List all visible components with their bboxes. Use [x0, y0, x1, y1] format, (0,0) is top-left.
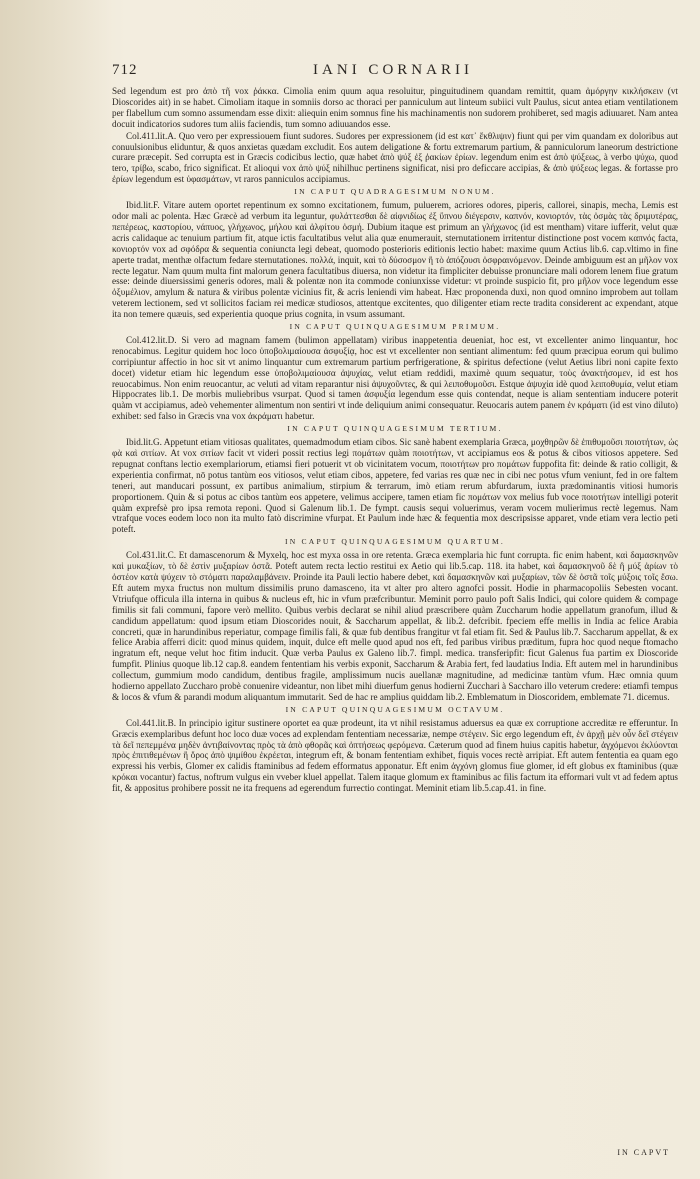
commentary-paragraph: Ibid.lit.F. Vitare autem oportet repentinum ex somno excitationem, fumum, puluerem, acriores odores, piperis, callorei, sinapis, mecha, Lemis est odor mali ac polenta. Hæc Græcè ad verbum ita leguntur, φυλάττεσθαι δὲ αἰφνιδίως ἐξ ὕπνου διέγερσιν, καπνόν, κονιορτόν, τὰς ὀσμὰς τὰς δριμυτέρας, πεπέρεως, καστορίου, νάπυος, γλήχωνος, μήλου καὶ ἀλφίτου ὀσμή. Dubium itaque est primum an γλήχωνος (id est mentham) vitare iufferit, velut quæ acris calidaque ac tenuium partium fit, atque ictis facultatibus velut alia quæ enumerauit, sternutationem irritentur distinctione post vocem καπνός facta, κονιορτόν vox ad σφόδρα & sequentia coniuncta legi debeat, quomodo posterioris editionis lectio habet: maxime quum Actius lib.6. cap.vltimo in fine aperte tradat, menthæ olfactum fedare sternutationes. πολλά, inquit, καὶ τὸ δύσοσμον ἢ τὸ ἀπόζουσι ὀσφραινόμενον. Deinde ambiguum est an μῆλον vox recte legatur. Nam quum multa fint malorum genera facultatibus diuersa, non videtur ita fimpliciter debuisse pronunciare mali odorem lenem fiue gratum esse: deinde diuersissimi generis odores, mali & polentæ non ita commode coniunxisse videtur: vt proinde suspicio fit, pro μῆλον voce legendum esse ὀξυμέλιον, amylum & natura & viribus polentæ vicinius fit, & acris leniendi vim habeat. Hæc proponenda duxi, non quod omnino improbem aut tollam veterem lectionem, sed vt sollicitos faciam rei medicæ studiosos, attentque excitentes, quo diligenter etiam recte tradita considerent ac expendant, atque ita non temere quæuis, sed experientia quoque prius cognita, in vsum assumant.: [112, 200, 678, 320]
commentary-paragraph: Sed legendum est pro ἀπὸ τῆ vox ῥάκκα. Cimolia enim quum aqua resoluitur, pinguitudinem quandam remittit, quam ἀμόργην κικλήσκειν (vt Dioscorides ait) in se habet. Cimoliam itaque in somniis dorso ac thoraci per panniculum aut linteum subiici vult Paulus, sicut antea etiam ventilationem per flabellum cum somno assumendam esse dixit: aliequin enim somnus fine his machinamentis non sudorem prohiberet, sed magis adiuuaret. Nam antea docuit indicatorios sudores tum aliis faciendis, tum somno adiuuandos esse.: [112, 86, 678, 129]
chapter-heading: IN CAPUT QUINQUAGESIMUM QUARTUM.: [285, 537, 505, 547]
chapter-heading: IN CAPUT QUINQUAGESIMUM OCTAVUM.: [285, 704, 505, 714]
chapter-heading: IN CAPUT QUINQUAGESIMUM TERTIUM.: [287, 424, 503, 434]
commentary-paragraph: Col.411.lit.A. Quo vero per expressiouem fiunt sudores. Sudores per expressionem (id est κατ᾽ ἔκθλιψιν) fiunt qui per vim quandam ex doloribus aut conuulsionibus eliduntur, & quos anxietas quædam excludit. Eos autem deligatione & fortu extremarum partium, & panniculorum laneorum destrictione curare præcepit. Sed corrupta est in Græcis codicibus lectio, quæ habet ἀπὸ ψύξ ἐξ ῥακίων ἐρίων. legendum enim est ἀπὸ ψύξεως, à verbo ψύχω, quod tero, τρίβω, scabo, frico significat. Et alioqui vox ἀπὸ ψύξ nihilhuc pertinens significat, nisi pro deficcare accipias, & ἀπὸ ψύξεως legas. & fortasse pro ἐρίων legendum est ὑφασμάτων, vt raros panniculos accipiamus.: [112, 130, 678, 185]
commentary-paragraph: Ibid.lit.G. Appetunt etiam vitiosas qualitates, quemadmodum etiam cibos. Sic sanè habent exemplaria Græca, μοχθηρῶν δὲ ἐπιθυμοῦσι ποιοτήτων, ὡς φὰ καὶ σιτίων. At vox σιτίων facit vt videri possit rectius legi πομάτων quàm ποιοτήτων, vt accipiamus eos & potus & cibos vitiosos appetere. Sed repugnat conftans lectio exemplariorum, etiamsi fieri potuerit vt ob vicinitatem vocum, ποιοτήτων pro πομάτων fuppofita fit: deinde & ratio colligit, & experientia confirmat, nō potus tantùm eos vitiosos, velut etiam cibos, appetere, fed varias res quæ nec in cibi nec potus vfum veniunt, fed in ore faltem teneri, aut manducari possunt, ex partibus animalium, stirpium & terrarum, imò etiam rerum abfurdarum, iuxta prædominantis vitiosi humoris proportionem. Quin & si potus ac cibos tantùm eos appetere, velimus accipere, tamen etiam fic πομάτων vox melius fub voce ποιοτήτων intelligi poterit quàm exprefsè pro ipsa remota reponi. Quod si Galenum lib.1. De fympt. causis sequi voluerimus, veram vocem mulierimus rectè legemus. Nam vtrafque voces eodem loco non ita multo fatò discrimine vfurpat. Et Paulum inde hæc & fequentia mox descripsisse apparet, vnde etiam vera lectio peti poteft.: [112, 437, 678, 535]
commentary-paragraph: Col.431.lit.C. Et damascenorum & Myxelq, hoc est myxa ossa in ore retenta. Græca exemplaria hic funt corrupta. fic enim habent, καὶ δαμασκηνῶν καὶ μυκαξίων, τὸ δὲ ἐστὶν μυξαρίων ὀστᾶ. Poteft autem recta lectio restitui ex Aetio qui lib.5.cap. 118. ita habet, καὶ δαμασκηνοῦ δὲ ἢ μύξ ἀρίων τὸ ὀστέον κατὰ ψύχειν τὸ στόματι παραλαμβάνειν. Proinde ita Pauli lectio habere debet, καὶ δαμασκηνῶν καὶ μυξαρίων, τῶν δὲ ὀστᾶ τοῖς μύξοις τοῖς ἔσω. Eft autem myxa fructus non multum dissimilis pruno damasceno, ita vt alter pro altero agnofci possit. Hodie in pharmacopoliis Sebesten vocant. Vtriufque officula illa interna in quibus & nucleus eft, hic in vfum præfcribuntur. Meminit porro paulo poft Salis Indici, qui colore quidem & compage fimilis sit fali communi, fapore verò mellito. Quibus verbis declarat se nihil aliud præscribere quàm Zuccharum hodie appellatum granofum, illud & candidum appellatum: quod ipsum etiam Dioscorides nouit, & Saccharum appellat, & lib.2. defcribit. fpeciem effe mellis in India ac felice Arabia concreti, quæ in harundinibus reperiatur, compage fimilis fali, & quæ fub dentibus frangitur vt fal etiam fit. Sed & Paulus lib.7. Saccharum appellat, & ex felice Arabia afferri dicit: quod minus quidem, inquit, dulce eft melle quod apud nos eft, fed paribus viribus præditum, fupra hoc quod neque ftomacho ingratum eft, neque velut hoc fitim inducit. Quæ verba Paulus ex Galeno lib.7. fimpl. medica. transferipfit: ficut Galenus fua partim ex Dioscoride fumpfit. Plinius quoque lib.12 cap.8. eandem fententiam his verbis exponit, Saccharum & Arabia fert, fed laudatius India. Eft autem mel in harundinibus collectum, gummium modo candidum, dentibus fragile, amplissimum nucis auellanæ magnitudine, ad medicinæ tantùm vfum. Hæc omnia quum hodierno appellato Zuccharo probè conuenire videantur, non libet mihi diuerfum genus hodierni Zucchari à Saccharo illo veterum credere: etiamfi tempus & locos & vfum & parandi modum aliquantum immutarit. Sed de hac re amplius quiddam lib.2. Emblematum in Dioscoridem, emblemate 71. dicemus.: [112, 550, 678, 702]
commentary-paragraph: Col.412.lit.D. Si vero ad magnam famem (bulimon appellatam) viribus inappetentia deueniat, hoc est, vt excellenter animo linquantur, hoc renocabimus. Legitur quidem hoc loco ὑποβολιμαίουσα ἀσφυξίᾳ, hoc est vt excellenter non sentiant alimentum: fed quum præcipua eorum qui bulimo corripiuntur affectio in hoc sit vt animo linquantur cum extremarum partium perfrigeratione, & spiritus defectione (velut Aetius libri noni capite fexto docet) videtur etiam hic legendum esse ὑποβολιμαίουσα ἀψυχίας, velut etiam reddidi, maximè quum sequatur, τοὺς ἀνακτήσομεν, id est hos reuocabimus. Non enim reuocantur, ac veluti ad vitam reparantur nisi ἀψυχοῦντες, & qui λειποθυμοῦσι. Estque ἀψυχία idè quod λειποθυμία, velut etiam Hippocrates lib.1. De morbis muliebribus vsurpat. Quod si tamen ἀσφυξία legendum esse quis contendat, neque is aliam sententiam inducere poterit quàm vt accipiamus, adeò vehementer alimentum non sentiri vt inde deliquium animi consequatur. Reuocaris autem panem ἐν κράματι (id est vino diluto) exhibet: sed falso in Græcis vna vox ἀκράματι habetur.: [112, 334, 678, 422]
catchword: IN CAPVT: [617, 1148, 670, 1157]
running-title: IANI CORNARII: [313, 62, 473, 78]
page-gutter-shadow: [0, 0, 112, 1179]
chapter-heading: IN CAPUT QUADRAGESIMUM NONUM.: [294, 187, 496, 197]
page-header: [112, 58, 674, 84]
body-text: [112, 86, 678, 795]
page-number: 712: [112, 62, 138, 78]
chapter-heading: IN CAPUT QUINQUAGESIMUM PRIMUM.: [289, 322, 501, 332]
commentary-paragraph: Col.441.lit.B. In principio igitur sustinere oportet ea quæ prodeunt, ita vt nihil resistamus aduersus ea quæ ex corruptione accreditæ re efferuntur. In Græcis exemplaribus defunt hoc loco duæ voces ad explendam fententiam necessariæ, nempe στέγειν. Sic ergo legendum eft, ἐν ἀρχῇ μὲν οὖν δεῖ στέγειν τὰ δεῖ πεπεμμένα μηδὲν ἀντιβαίνοντας πρὸς τὰ ἀπὸ φθορᾶς καὶ ὀπτήσεως φερόμενα. Cæterum quod ad finem huius capitis habetur, ἀγχόμενοι ἐκλύονται πρὸς ἐπιτιθεμένων ἢ ὄρος ἀπὸ ψιμίθου ἐκρέεται, integrum eft, & bonam fententiam exhibet, fiquis voces rectè arripiat. Eft autem fententia ea quam ego expressi his verbis, Glomer ex calidis ftaminibus ad fedem efformatus apponatur. Eft enim ἀγχόνη glomus fiue glomer, id eft globus ex ftaminibus (quæ κρόκαι vocantur) factus, noftrum vulgus ein vveber kluel appellat. Talem itaque glomum ex ftaminibus ac filis factum ita efformari vult vt ad fedem aptus fit, & appositus prohibere possit ne ita frequens ad egerendum furrectio contingat. Meminit etiam lib.5.cap.41. in fine.: [112, 717, 678, 794]
